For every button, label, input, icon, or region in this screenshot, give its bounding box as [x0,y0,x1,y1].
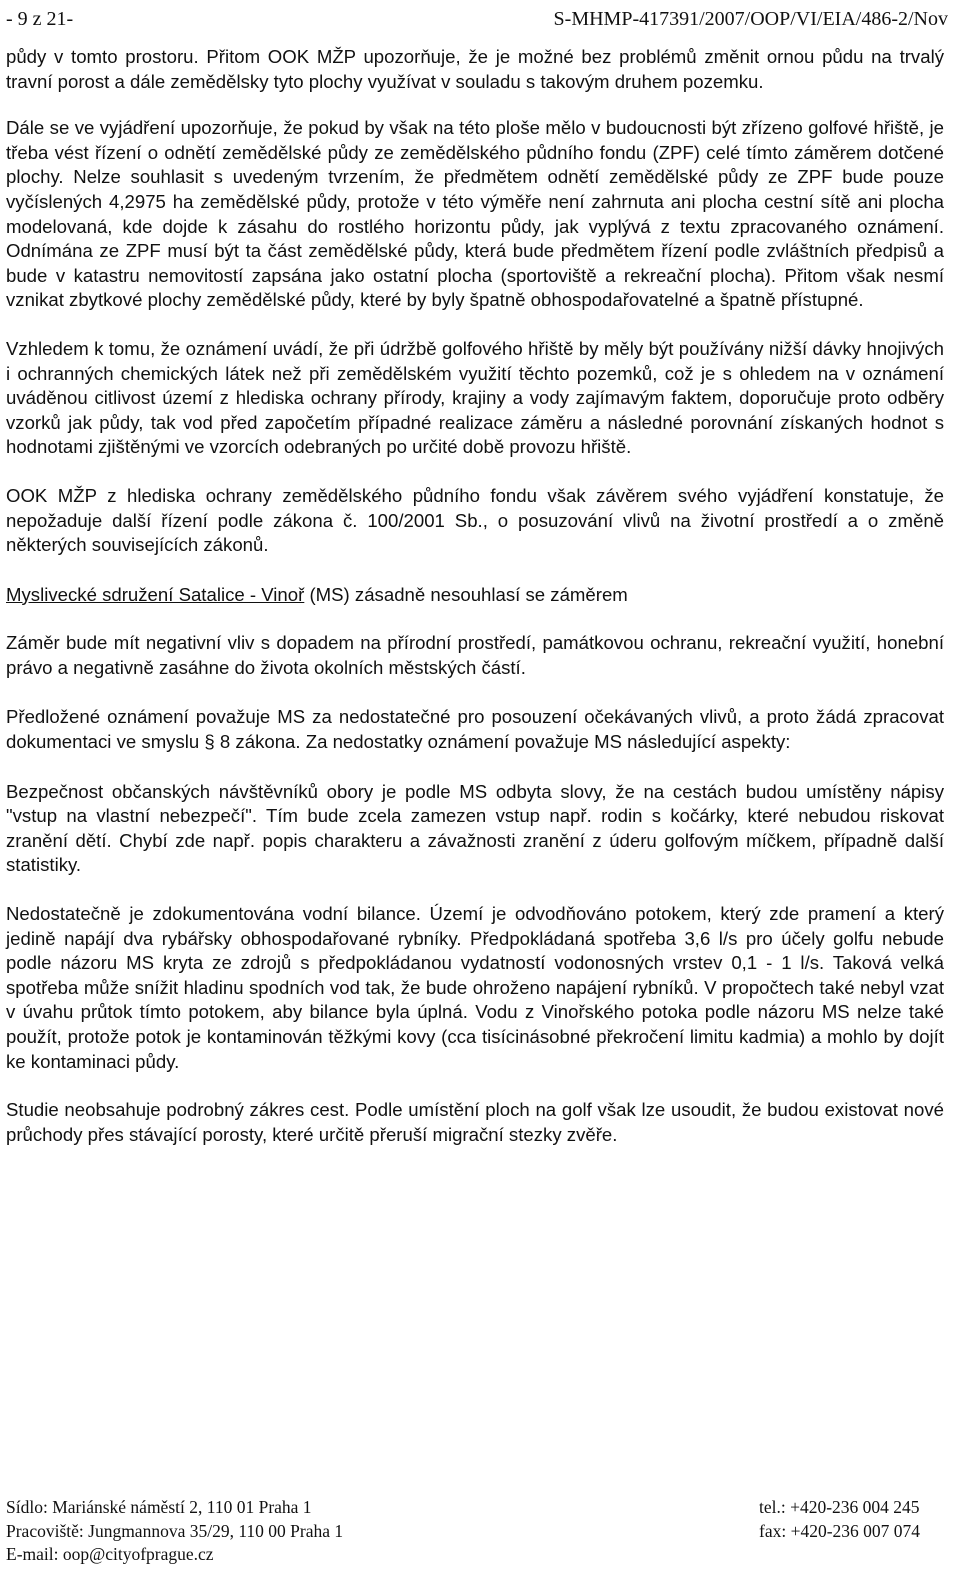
document-body [6,45,944,1171]
paragraph-1: půdy v tomto prostoru. Přitom OOK MŽP upozorňuje, že je možné bez problémů změnit ornou půdu na trvalý travní porost a dále zemědělsky tyto plochy využívat v souladu s takovým druhem pozemku. [6,46,944,92]
footer-fax: fax: +420-236 007 074 [759,1520,921,1541]
paragraph-5 [6,583,944,608]
page-number: - 9 z 21- [6,8,74,30]
hunting-association-name: Myslivecké sdružení Satalice - Vinoř [6,583,305,605]
page-header [6,6,948,32]
footer-seat: Sídlo: Mariánské náměstí 2, 110 01 Praha 1 [6,1497,312,1517]
paragraph-6: Záměr bude mít negativní vliv s dopadem na přírodní prostředí, památkovou ochranu, rekreační využití, honební právo a negativně zasáhne do života okolních městských částí. [6,632,944,678]
paragraph-2: Dále se ve vyjádření upozorňuje, že pokud by však na této ploše mělo v budoucnosti být zřízeno golfové hřiště, je třeba vést řízení o odnětí zemědělské půdy ze zemědělského půdního fondu (ZPF) celé tímto záměrem dotčené plochy. Nelze souhlasit s uvedeným tvrzením, že předmětem odnětí zemědělské půdy ze ZPF bude pouze vyčíslených 4,2975 ha zemědělské půdy, protože v této výměře není zahrnuta ani plocha cestní sítě ani plocha modelovaná, kde dojde k zásahu do rostlého horizontu půdy, jak vyplývá z textu zpracovaného oznámení. Odnímána ze ZPF musí být ta část zemědělské půdy, která bude předmětem řízení podle zvláštních předpisů a bude v katastru nemovitostí zapsána jako ostatní plocha (sportoviště a rekreační plocha). Přitom však nesmí vznikat zbytkové plochy zemědělské půdy, které by byly špatně obhospodařovatelné a špatně přístupné. [6,117,944,311]
footer-workplace: Pracoviště: Jungmannova 35/29, 110 00 Praha 1 [6,1520,344,1541]
paragraph-5-rest: (MS) zásadně nesouhlasí se záměrem [304,583,628,605]
footer-email: E-mail: oop@cityofprague.cz [6,1544,214,1564]
page-footer [6,1496,948,1586]
footer-address-block [6,1496,343,1567]
paragraph-10: Studie neobsahuje podrobný zákres cest. Podle umístění ploch na golf však lze usoudit, že budou existovat nové průchody přes stávající porosty, které určitě přeruší migrační stezky zvěře. [6,1099,944,1145]
paragraph-8: Bezpečnost občanských návštěvníků obory je podle MS odbyta slovy, že na cestách budou umístěny nápisy "vstup na vlastní nebezpečí". Tím bude zcela zamezen vstup např. rodin s kočárky, které nebudou riskovat zranění dětí. Chybí zde např. popis charakteru a závažnosti zranění z úderu golfovým míčkem, případně další statistiky. [6,780,944,876]
footer-tel: tel.: +420-236 004 245 [759,1497,920,1517]
paragraph-3: Vzhledem k tomu, že oznámení uvádí, že při údržbě golfového hřiště by měly být používány nižší dávky hnojivých i ochranných chemických látek než při zemědělském využití těchto pozemků, což je s ohledem na v oznámení uváděnou citlivost území z hlediska ochrany přírody, krajiny a vody zajímavým faktem, doporučuje proto odběry vzorků jak půdy, tak vod před započetím případné realizace záměru a následné porovnání získaných hodnot s hodnotami zjištěnými ve vzorcích odebraných po určité době provozu hřiště. [6,337,944,458]
document-reference: S-MHMP-417391/2007/OOP/VI/EIA/486-2/Nov [553,8,948,30]
paragraph-4: OOK MŽP z hlediska ochrany zemědělského půdního fondu však závěrem svého vyjádření konstatuje, že nepožaduje další řízení podle zákona č. 100/2001 Sb., o posuzování vlivů na životní prostředí a o změně některých souvisejících zákonů. [6,484,944,556]
footer-contact-block [759,1496,920,1543]
paragraph-9: Nedostatečně je zdokumentována vodní bilance. Území je odvodňováno potokem, který zde pramení a který jedině napájí dva rybářsky obhospodařované rybníky. Předpokládaná spotřeba 3,6 l/s pro účely golfu nebude podle názoru MS kryta ze zdrojů s předpokládanou vydatností vodonosných vrstev 0,1 - 1 l/s. Taková velká spotřeba může snížit hladinu spodních vod tak, že bude ohroženo napájení rybníků. V propočtech také nebyl vzat v úvahu průtok tímto potokem, aby bilance byla úplná. Vodu z Vinořského potoka podle názoru MS nelze také použít, protože potok je kontaminován těžkými kovy (cca tisícinásobné překročení limitu kadmia) a mohlo by dojít ke kontaminaci půdy. [6,903,944,1072]
paragraph-7: Předložené oznámení považuje MS za nedostatečné pro posouzení očekávaných vlivů, a proto žádá zpracovat dokumentaci ve smyslu § 8 zákona. Za nedostatky oznámení považuje MS následující aspekty: [6,706,944,753]
